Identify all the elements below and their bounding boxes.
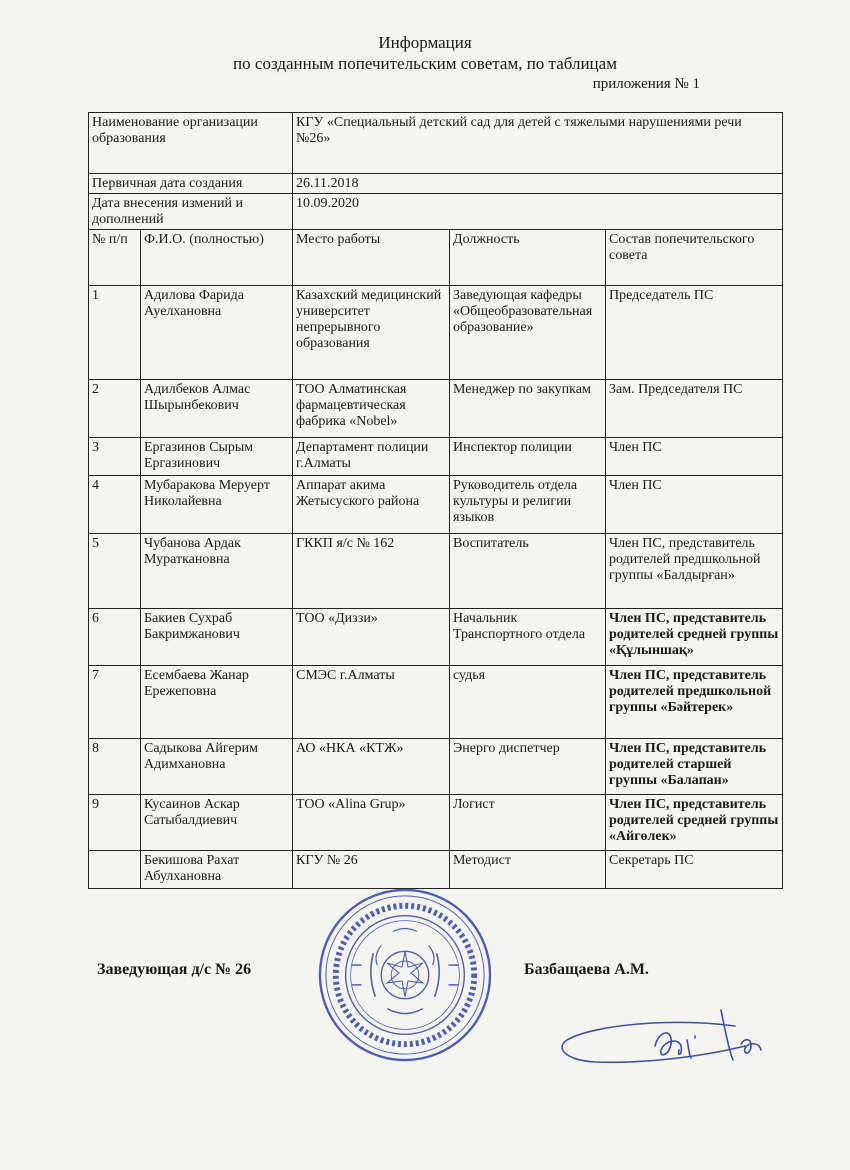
member-workplace: ГККП я/с № 162 (293, 534, 450, 609)
table-row (89, 476, 783, 534)
column-header: № п/п (89, 230, 141, 286)
member-name: Бекишова Рахат Абулхановна (141, 851, 293, 889)
member-role: Член ПС (606, 476, 783, 534)
table-header-row (89, 230, 783, 286)
member-position: Методист (450, 851, 606, 889)
row-number: 7 (89, 666, 141, 739)
member-role: Член ПС, представитель родителей предшкольной группы «Бәйтерек» (606, 666, 783, 739)
row-number: 4 (89, 476, 141, 534)
row-number: 8 (89, 739, 141, 795)
member-workplace: ТОО Алматинская фармацевтическая фабрика «Nobel» (293, 380, 450, 438)
org-name-value: КГУ «Специальный детский сад для детей с тяжелыми нарушениями речи №26» (293, 113, 783, 174)
member-position: Начальник Транспортного отдела (450, 609, 606, 666)
row-number: 1 (89, 286, 141, 380)
member-position: Заведующая кафедры «Общеобразовательная образование» (450, 286, 606, 380)
table-row (89, 438, 783, 476)
member-position: Воспитатель (450, 534, 606, 609)
member-role: Член ПС, представитель родителей средней группы «Құлыншақ» (606, 609, 783, 666)
trustee-council-table (88, 112, 783, 889)
row-number: 2 (89, 380, 141, 438)
table-row (89, 666, 783, 739)
created-date-row (89, 174, 783, 194)
member-position: Менеджер по закупкам (450, 380, 606, 438)
member-position: Инспектор полиции (450, 438, 606, 476)
member-name: Адилбеков Алмас Шырынбекович (141, 380, 293, 438)
org-name-row (89, 113, 783, 174)
member-role: Член ПС, представитель родителей старшей группы «Балапан» (606, 739, 783, 795)
member-position: Энерго диспетчер (450, 739, 606, 795)
member-name: Чубанова Ардак Муратк​ановна (141, 534, 293, 609)
member-workplace: СМЭС г.Алматы (293, 666, 450, 739)
member-position: судья (450, 666, 606, 739)
document-title: Информация (378, 33, 472, 52)
table-row (89, 534, 783, 609)
table-row (89, 739, 783, 795)
member-name: Садыкова Айгерим Адимхановна (141, 739, 293, 795)
column-header: Состав попечительского совета (606, 230, 783, 286)
member-role: Председатель ПС (606, 286, 783, 380)
table-row (89, 286, 783, 380)
head-signature-label: Заведующая д/с № 26 (97, 961, 252, 978)
member-name: Адилова Фарида Ауелхановна (141, 286, 293, 380)
table-row (89, 795, 783, 851)
member-name: Ергазинов Сырым Ергазинович (141, 438, 293, 476)
official-stamp (316, 886, 494, 1064)
org-name-label: Наименование организации образования (89, 113, 293, 174)
appendix-label: приложения № 1 (592, 76, 700, 92)
row-number: 9 (89, 795, 141, 851)
member-workplace: Аппарат акима Жетысуского района (293, 476, 450, 534)
table-row (89, 609, 783, 666)
member-workplace: ТОО «Alina Grup» (293, 795, 450, 851)
member-role: Член ПС, представитель родителей средней группы «Айгөлек» (606, 795, 783, 851)
column-header: Ф.И.О. (полностью) (141, 230, 293, 286)
member-workplace: АО «НКА «КТЖ» (293, 739, 450, 795)
member-position: Логист (450, 795, 606, 851)
member-workplace: КГУ № 26 (293, 851, 450, 889)
changes-date-label: Дата внесения измений и дополнений (89, 194, 293, 230)
row-number: 5 (89, 534, 141, 609)
document-subtitle: по созданным попечительским советам, по таблицам (233, 54, 617, 73)
column-header: Место работы (293, 230, 450, 286)
member-role: Зам. Председателя ПС (606, 380, 783, 438)
member-workplace: ТОО «Диззи» (293, 609, 450, 666)
table-row (89, 380, 783, 438)
member-name: Мубаракова Меруерт Николайевна (141, 476, 293, 534)
changes-date-value: 10.09.2020 (293, 194, 783, 230)
member-role: Секретарь ПС (606, 851, 783, 889)
member-workplace: Казахский медицинский университет непрерывного образования (293, 286, 450, 380)
member-workplace: Департамент полиции г.Алматы (293, 438, 450, 476)
member-name: Бакиев Сухраб Бакримжанович (141, 609, 293, 666)
row-number: 6 (89, 609, 141, 666)
member-role: Член ПС (606, 438, 783, 476)
member-position: Руководитель отдела культуры и религии языков (450, 476, 606, 534)
created-date-label: Первичная дата создания (89, 174, 293, 194)
head-name: Базбащаева А.М. (524, 961, 649, 978)
row-number (89, 851, 141, 889)
table-row (89, 851, 783, 889)
member-name: Кусаинов Аскар Сатыбалдиевич (141, 795, 293, 851)
signature (555, 1000, 795, 1080)
column-header: Должность (450, 230, 606, 286)
member-role: Член ПС, представитель родителей предшкольной группы «Балдырған» (606, 534, 783, 609)
row-number: 3 (89, 438, 141, 476)
member-name: Есембаева Жанар Ережеповна (141, 666, 293, 739)
created-date-value: 26.11.2018 (293, 174, 783, 194)
changes-date-row (89, 194, 783, 230)
